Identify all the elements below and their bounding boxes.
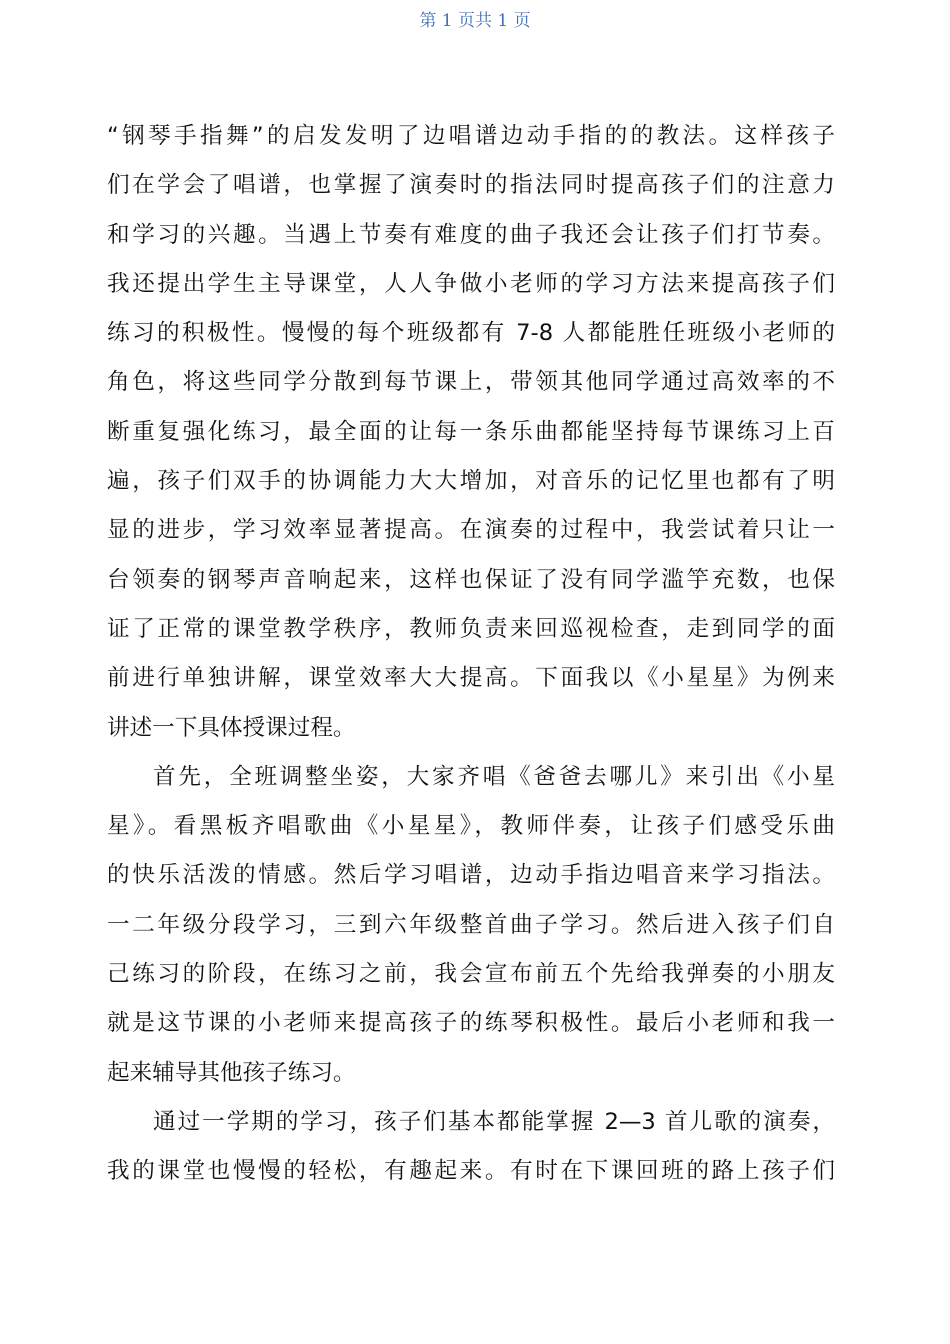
- text-line: 起来辅导其他孩子练习。: [107, 1059, 356, 1086]
- text-line: 首先，全班调整坐姿，大家齐唱《爸爸去哪儿》来引出《小星: [153, 763, 835, 790]
- text-line: 我的课堂也慢慢的轻松，有趣起来。有时在下课回班的路上孩子们: [107, 1158, 835, 1185]
- text-line: 一二年级分段学习，三到六年级整首曲子学习。然后进入孩子们自: [107, 911, 835, 938]
- text-line: “钢琴手指舞”的启发发明了边唱谱边动手指的的教法。这样孩子: [107, 123, 835, 149]
- text-line: 练习的积极性。慢慢的每个班级都有 7-8 人都能胜任班级小老师的: [107, 320, 835, 347]
- text-line: 显的进步，学习效率显著提高。在演奏的过程中，我尝试着只让一: [107, 517, 835, 544]
- text-line: 前进行单独讲解，课堂效率大大提高。下面我以《小星星》为例来: [107, 665, 835, 692]
- text-line: 通过一学期的学习，孩子们基本都能掌握 2—3 首儿歌的演奏，: [153, 1108, 835, 1135]
- text-line: 我还提出学生主导课堂，人人争做小老师的学习方法来提高孩子们: [107, 270, 835, 297]
- document-body: [107, 112, 835, 1197]
- text-line: 们在学会了唱谱，也掌握了演奏时的指法同时提高孩子们的注意力: [107, 172, 835, 199]
- text-line: 角色，将这些同学分散到每节课上，带领其他同学通过高效率的不: [107, 369, 835, 396]
- text-line: 断重复强化练习，最全面的让每一条乐曲都能坚持每节课练习上百: [107, 418, 835, 445]
- text-line: 就是这节课的小老师来提高孩子的练琴积极性。最后小老师和我一: [107, 1010, 835, 1037]
- text-line: 的快乐活泼的情感。然后学习唱谱，边动手指边唱音来学习指法。: [107, 862, 835, 889]
- text-line: 星》。看黑板齐唱歌曲《小星星》，教师伴奏，让孩子们感受乐曲: [107, 813, 835, 840]
- text-line: 和学习的兴趣。当遇上节奏有难度的曲子我还会让孩子们打节奏。: [107, 221, 835, 248]
- text-line: 台领奏的钢琴声音响起来，这样也保证了没有同学滥竽充数，也保: [107, 566, 835, 593]
- text-line: 遍，孩子们双手的协调能力大大增加，对音乐的记忆里也都有了明: [107, 468, 835, 495]
- text-line: 讲述一下具体授课过程。: [107, 714, 356, 741]
- text-line: 证了正常的课堂教学秩序，教师负责来回巡视检查，走到同学的面: [107, 615, 835, 642]
- page-number-header: 第 1 页共 1 页: [419, 11, 531, 31]
- text-line: 己练习的阶段，在练习之前，我会宣布前五个先给我弹奏的小朋友: [107, 961, 835, 988]
